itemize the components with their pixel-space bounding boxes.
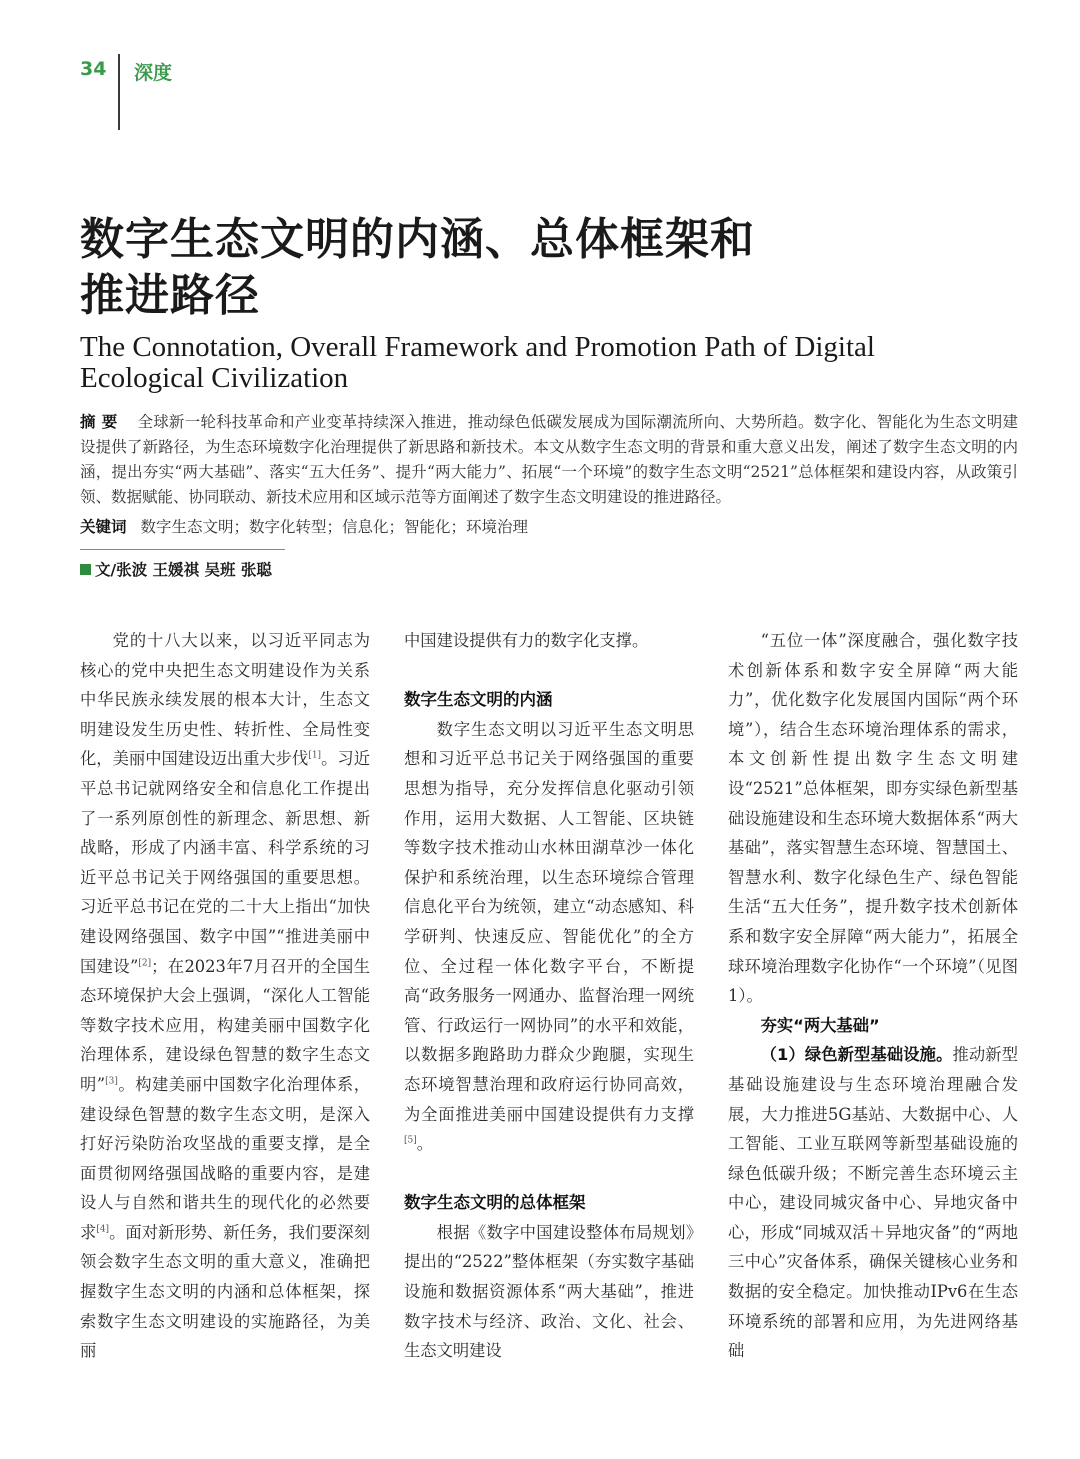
text-run: 党的十八大以来，以习近平同志为核心的党中央把生态文明建设作为关系中华民族永续发展的根本大计，生态文明建设发生历史性、转折性、全局性变化，美丽中国建设迈出重大步伐 bbox=[80, 631, 370, 769]
text-run: 。 bbox=[416, 1134, 434, 1154]
paragraph: “五位一体”深度融合，强化数字技术创新体系和数字安全屏障“两大能力”，优化数字化发展国内国际“两个环境”），结合生态环境治理体系的需求，本文创新性提出数字生态文明建设“2521”总体框架，即夯实绿色新型基础设施建设和生态环境大数据体系“两大基础”，落实智慧生态环境、智慧国土、智慧水利、数字化绿色生产、绿色智能生活“五大任务”，提升数字技术创新体系和数字安全屏障“两大能力”，拓展全球环境治理数字化协作“一个环境”（见图1）。 bbox=[728, 631, 1018, 1006]
abstract-text: 全球新一轮科技革命和产业变革持续深入推进，推动绿色低碳发展成为国际潮流所向、大势所趋。数字化、智能化为生态文明建设提供了新路径，为生态环境数字化治理提供了新思路和新技术。本文从数字生态文明的背景和重大意义出发，阐述了数字生态文明的内涵，提出夯实“两大基础”、落实“五大任务”、提升“两大能力”、拓展“一个环境”的数字生态文明“2521”总体框架和建设内容，从政策引领、数据赋能、协同联动、新技术应用和区域示范等方面阐述了数字生态文明建设的推进路径。 bbox=[80, 413, 1018, 506]
keywords bbox=[80, 515, 1018, 540]
text-run: 。构建美丽中国数字化治理体系，建设绿色智慧的数字生态文明，是深入打好污染防治攻坚战的重要支撑，是全面贯彻网络强国战略的重要内容，是建设人与自然和谐共生的现代化的必然要求 bbox=[80, 1074, 370, 1242]
page-header bbox=[0, 0, 1080, 140]
citation-ref[interactable]: [4] bbox=[96, 1224, 110, 1235]
title-en-line2: Ecological Civilization bbox=[80, 362, 349, 394]
subsection-heading: 夯实“两大基础” bbox=[760, 1015, 880, 1035]
text-run: 数字生态文明以习近平生态文明思想和习近平总书记关于网络强国的重要思想为指导，充分发挥信息化驱动引领作用，运用大数据、人工智能、区块链等数字技术推动山水林田湖草沙一体化保护和系统治理，以生态环境综合管理信息化平台为统领，建立“动态感知、科学研判、快速反应、智能优化”的全方位、全过程一体化数字平台，不断提高“政务服务一网通办、监督治理一网统管、行政运行一网协同”的水平和效能，以数据多跑路助力群众少跑腿，实现生态环境智慧治理和政府运行协同高效，为全面推进美丽中国建设提供有力支撑 bbox=[404, 719, 694, 1124]
spacer bbox=[404, 1159, 694, 1189]
title-zh-line1: 数字生态文明的内涵、总体框架和 bbox=[80, 214, 755, 265]
citation-ref[interactable]: [1] bbox=[308, 750, 322, 761]
page-number: 34 bbox=[80, 58, 107, 80]
text-run: 。面对新形势、新任务，我们要深刻领会数字生态文明的重大意义，准确把握数字生态文明的内涵和总体框架，探索数字生态文明建设的实施路径，为美丽 bbox=[80, 1222, 370, 1361]
section-heading-framework: 数字生态文明的总体框架 bbox=[404, 1193, 586, 1213]
body-column-2 bbox=[404, 626, 694, 1366]
body-column-3 bbox=[728, 626, 1018, 1366]
title-zh-line2: 推进路径 bbox=[80, 270, 260, 321]
keywords-text: 数字生态文明；数字化转型；信息化；智能化；环境治理 bbox=[140, 518, 529, 536]
text-run: 推动新型基础设施建设与生态环境治理融合发展，大力推进5G基站、大数据中心、人工智能、工业互联网等新型基础设施的绿色低碳升级；不断完善生态环境云主中心，建设同城灾备中心、异地灾备中心，形成“同城双活＋异地灾备”的“两地三中心”灾备体系，确保关键核心业务和数据的安全稳定。加快推动IPv6在生态环境系统的部署和应用，为先进网络基础 bbox=[728, 1045, 1018, 1361]
body-column-1 bbox=[80, 626, 370, 1366]
text-run: 。习近平总书记就网络安全和信息化工作提出了一系列原创性的新理念、新思想、新战略，形成了内涵丰富、科学系统的习近平总书记关于网络强国的重要思想。习近平总书记在党的二十大上指出“加快建设网络强国、数字中国”“推进美丽中国建设” bbox=[80, 749, 370, 976]
paragraph: 中国建设提供有力的数字化支撑。 bbox=[404, 631, 649, 650]
paragraph: 根据《数字中国建设整体布局规划》提出的“2522”整体框架（夯实数字基础设施和数据资源体系“两大基础”，推进数字技术与经济、政治、文化、社会、生态文明建设 bbox=[404, 1222, 694, 1361]
citation-ref[interactable]: [3] bbox=[105, 1076, 118, 1087]
title-en-line1: The Connotation, Overall Framework and Promotion Path of Digital bbox=[80, 331, 875, 363]
abstract bbox=[80, 410, 1018, 510]
authors-line bbox=[80, 558, 580, 580]
spacer bbox=[404, 656, 694, 686]
item-lead: （1）绿色新型基础设施。 bbox=[760, 1045, 953, 1065]
article-title-zh bbox=[80, 212, 980, 324]
citation-ref[interactable]: [5] bbox=[404, 1135, 417, 1146]
text-run: ；在2023年7月召开的全国生态环境保护大会上强调，“深化人工智能等数字技术应用，构建美丽中国数字化治理体系，建设绿色智慧的数字生态文明” bbox=[80, 956, 370, 1094]
paragraph bbox=[80, 626, 370, 1366]
paragraph bbox=[404, 715, 694, 1159]
authors-divider bbox=[80, 549, 285, 550]
abstract-label: 摘要 bbox=[80, 413, 124, 431]
citation-ref[interactable]: [2] bbox=[138, 958, 152, 969]
keywords-label: 关键词 bbox=[80, 518, 127, 536]
authors-text: 文/张波 王媛祺 吴班 张聪 bbox=[95, 561, 272, 579]
paragraph bbox=[728, 1040, 1018, 1366]
section-label: 深度 bbox=[134, 62, 173, 84]
article-title-en bbox=[80, 332, 980, 394]
header-divider bbox=[118, 54, 120, 130]
square-bullet-icon bbox=[80, 564, 91, 575]
section-heading-connotation: 数字生态文明的内涵 bbox=[404, 690, 553, 710]
